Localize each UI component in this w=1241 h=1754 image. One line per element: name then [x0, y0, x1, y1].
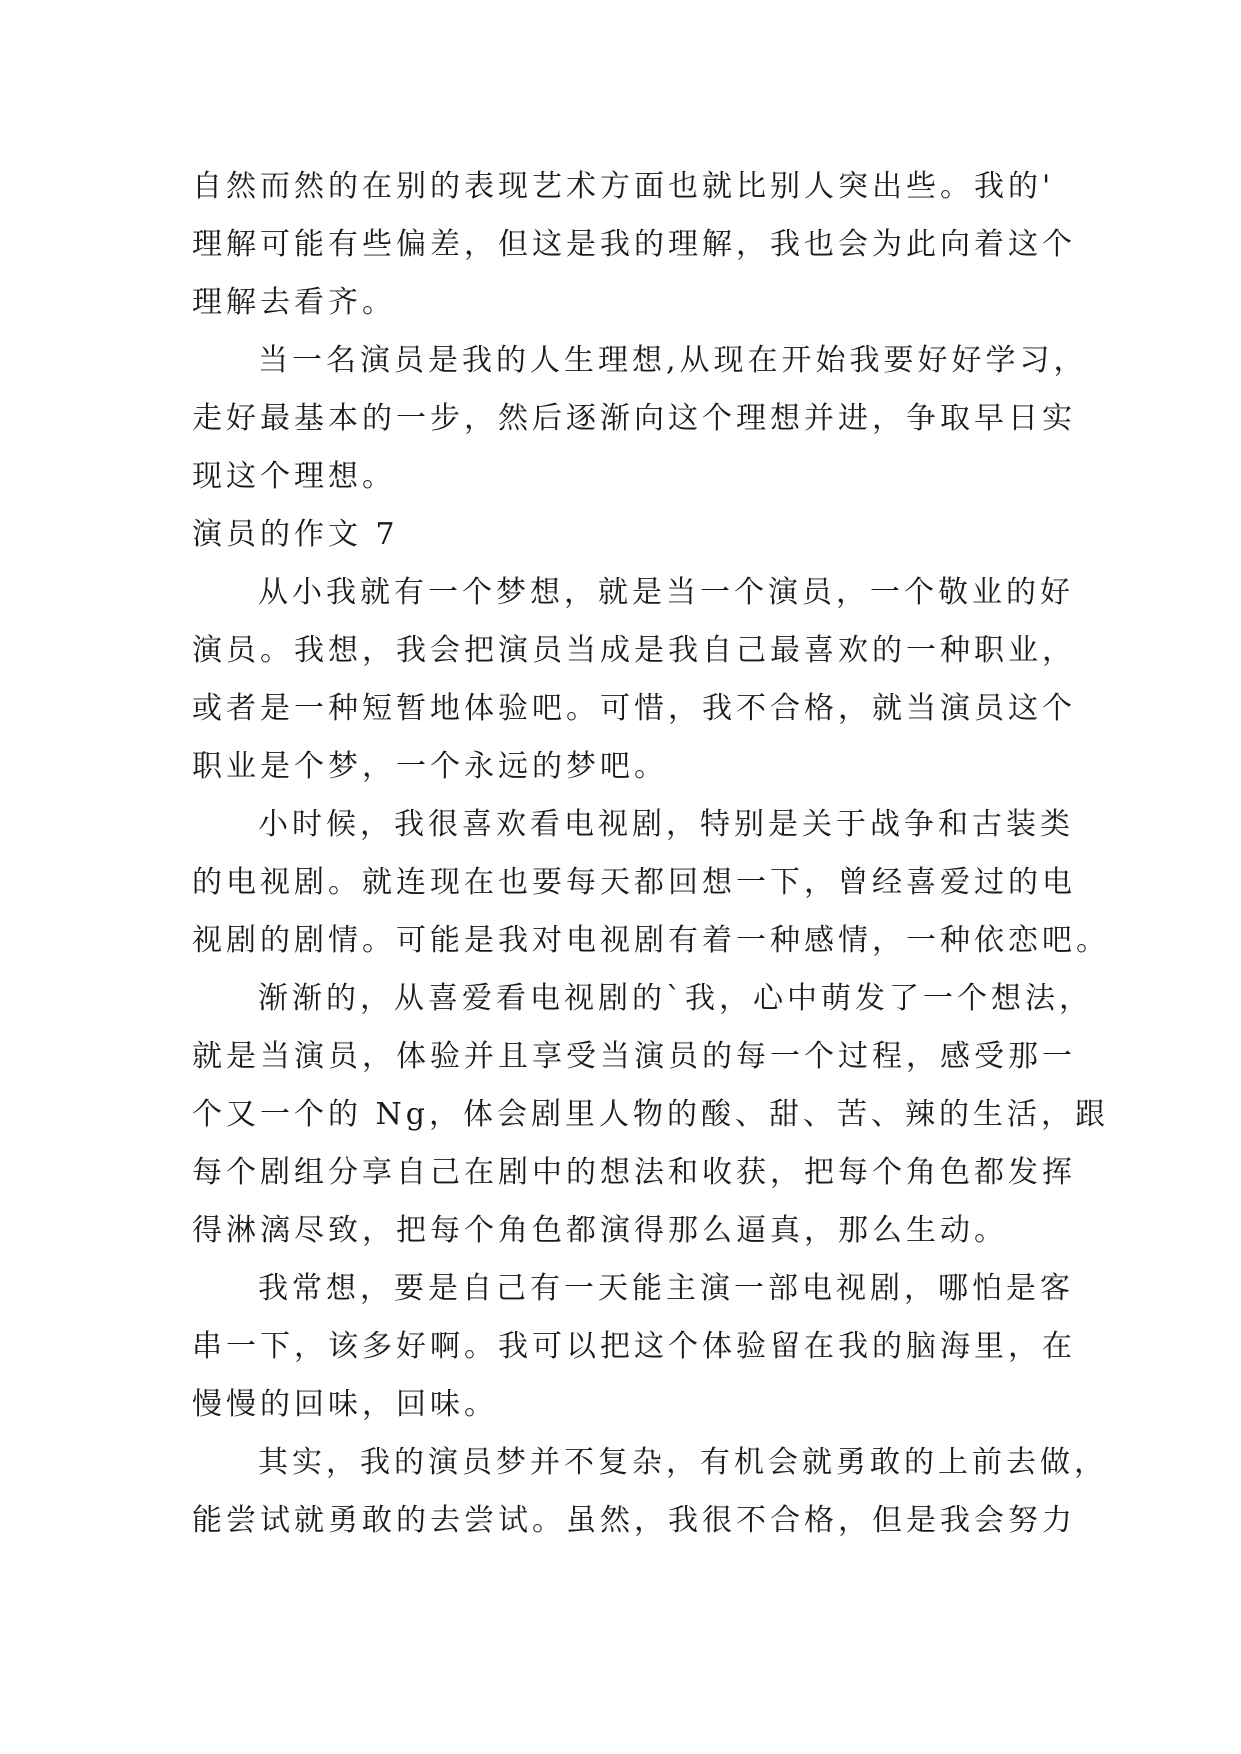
paragraph-start-line: 从小我就有一个梦想，就是当一个演员，一个敬业的好 — [258, 575, 1074, 610]
text-line: 职业是个梦，一个永远的梦吧。 — [192, 749, 668, 784]
text-line: 得淋漓尽致，把每个角色都演得那么逼真，那么生动。 — [192, 1213, 1008, 1248]
text-line: 就是当演员，体验并且享受当演员的每一个过程，感受那一 — [192, 1039, 1076, 1074]
text-line: 每个剧组分享自己在剧中的想法和收获，把每个角色都发挥 — [192, 1155, 1076, 1190]
paragraph-start-line: 当一名演员是我的人生理想,从现在开始我要好好学习， — [258, 343, 1088, 378]
text-line: 的电视剧。就连现在也要每天都回想一下，曾经喜爱过的电 — [192, 865, 1076, 900]
paragraph-start-line: 小时候，我很喜欢看电视剧，特别是关于战争和古装类 — [258, 807, 1074, 842]
text-line: 自然而然的在别的表现艺术方面也就比别人突出些。我的' — [192, 169, 1055, 204]
text-line: 或者是一种短暂地体验吧。可惜，我不合格，就当演员这个 — [192, 691, 1076, 726]
text-line: 能尝试就勇敢的去尝试。虽然，我很不合格，但是我会努力 — [192, 1503, 1076, 1538]
text-line: 串一下，该多好啊。我可以把这个体验留在我的脑海里，在 — [192, 1329, 1076, 1364]
paragraph-start-line: 渐渐的，从喜爱看电视剧的`我，心中萌发了一个想法， — [258, 981, 1093, 1016]
text-line: 现这个理想。 — [192, 459, 396, 494]
section-heading: 演员的作文 7 — [192, 517, 399, 552]
text-line: 个又一个的 Ng，体会剧里人物的酸、甜、苦、辣的生活，跟 — [192, 1097, 1109, 1132]
text-line: 慢慢的回味，回味。 — [192, 1387, 498, 1422]
text-line: 视剧的剧情。可能是我对电视剧有着一种感情，一种依恋吧。 — [192, 923, 1110, 958]
text-line: 理解可能有些偏差，但这是我的理解，我也会为此向着这个 — [192, 227, 1076, 262]
text-line: 理解去看齐。 — [192, 285, 396, 320]
paragraph-start-line: 其实，我的演员梦并不复杂，有机会就勇敢的上前去做， — [258, 1445, 1108, 1480]
text-line: 演员。我想，我会把演员当成是我自己最喜欢的一种职业， — [192, 633, 1076, 668]
document-body — [192, 158, 1110, 1550]
paragraph-start-line: 我常想，要是自己有一天能主演一部电视剧，哪怕是客 — [258, 1271, 1074, 1306]
text-line: 走好最基本的一步，然后逐渐向这个理想并进，争取早日实 — [192, 401, 1076, 436]
